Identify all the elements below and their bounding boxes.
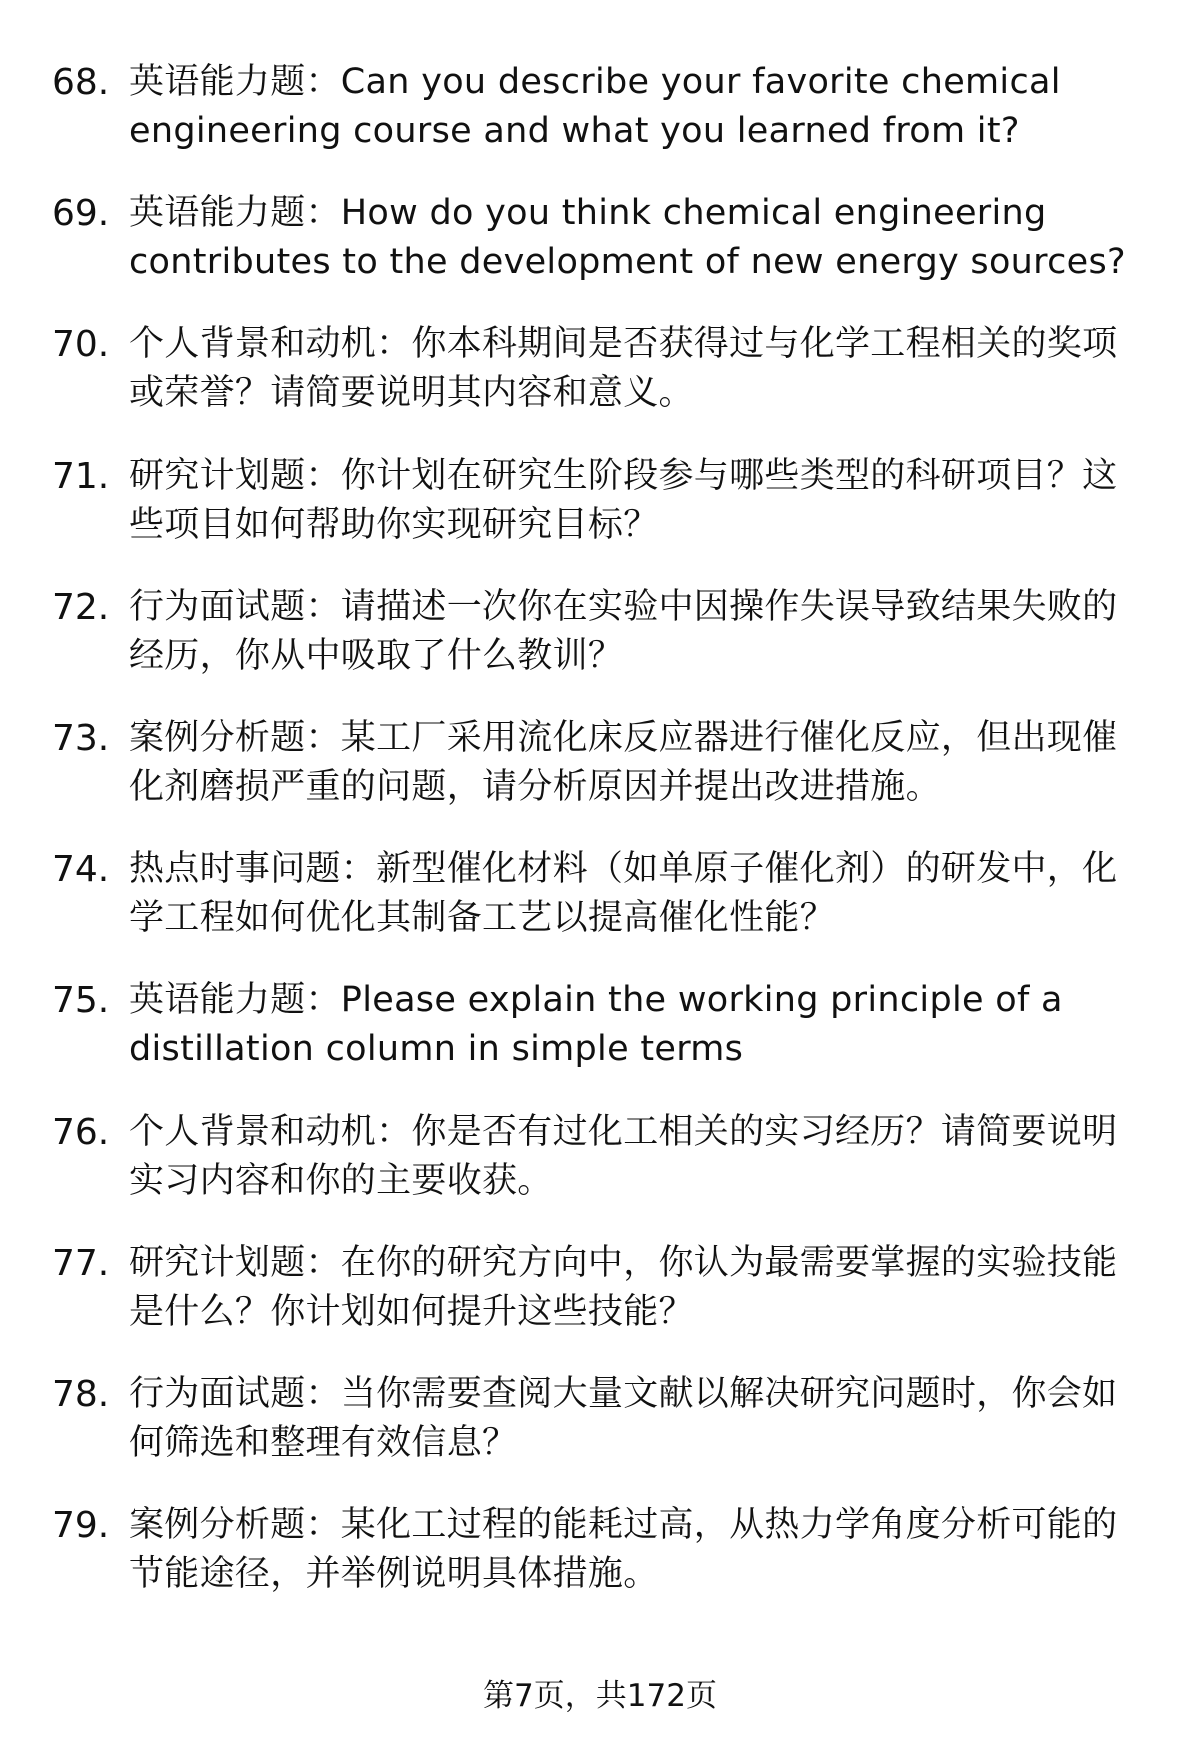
question-number: 74. (52, 849, 110, 891)
question-item (52, 1370, 1147, 1501)
page-number: 第7页，共172页 (483, 1678, 717, 1714)
question-list (52, 58, 1147, 1632)
question-text: 研究计划题：在你的研究方向中，你认为最需要掌握的实验技能是什么？你计划如何提升这些技能？ (129, 1242, 1118, 1332)
question-number: 77. (52, 1242, 110, 1284)
question-number: 68. (52, 62, 110, 103)
question-text: 英语能力题：How do you think chemical engineering contributes to the development of new energy sources? (129, 193, 1126, 283)
question-text: 个人背景和动机：你是否有过化工相关的实习经历？请简要说明实习内容和你的主要收获。 (129, 1111, 1118, 1201)
question-item (52, 583, 1147, 714)
question-number: 73. (52, 717, 110, 759)
question-number: 75. (52, 980, 110, 1022)
question-number: 69. (52, 193, 110, 235)
question-text: 热点时事问题：新型催化材料（如单原子催化剂）的研发中，化学工程如何优化其制备工艺以提高催化性能？ (129, 849, 1118, 939)
question-item (52, 1239, 1147, 1370)
question-text: 案例分析题：某化工过程的能耗过高，从热力学角度分析可能的节能途径，并举例说明具体措施。 (129, 1505, 1118, 1595)
question-number: 72. (52, 586, 110, 628)
question-number: 78. (52, 1373, 110, 1415)
question-item (52, 976, 1147, 1107)
question-item (52, 189, 1147, 320)
question-text: 行为面试题：请描述一次你在实验中因操作失误导致结果失败的经历，你从中吸取了什么教训？ (129, 586, 1118, 676)
question-item (52, 714, 1147, 845)
question-number: 70. (52, 324, 110, 366)
question-text: 研究计划题：你计划在研究生阶段参与哪些类型的科研项目？这些项目如何帮助你实现研究目标？ (129, 455, 1118, 545)
question-text: 个人背景和动机：你本科期间是否获得过与化学工程相关的奖项或荣誉？请简要说明其内容和意义。 (129, 324, 1118, 414)
question-number: 79. (52, 1505, 110, 1547)
question-item (52, 845, 1147, 976)
question-item (52, 58, 1147, 189)
question-text: 行为面试题：当你需要查阅大量文献以解决研究问题时，你会如何筛选和整理有效信息？ (129, 1373, 1118, 1463)
question-text: 英语能力题：Please explain the working principle of a distillation column in simple terms (129, 980, 1063, 1070)
question-number: 71. (52, 455, 110, 497)
question-text: 英语能力题：Can you describe your favorite chemical engineering course and what you learned from it? (129, 62, 1061, 151)
question-item (52, 1501, 1147, 1632)
question-item (52, 452, 1147, 583)
question-item (52, 1108, 1147, 1239)
question-item (52, 320, 1147, 451)
question-text: 案例分析题：某工厂采用流化床反应器进行催化反应，但出现催化剂磨损严重的问题，请分析原因并提出改进措施。 (129, 717, 1118, 807)
question-number: 76. (52, 1111, 110, 1153)
